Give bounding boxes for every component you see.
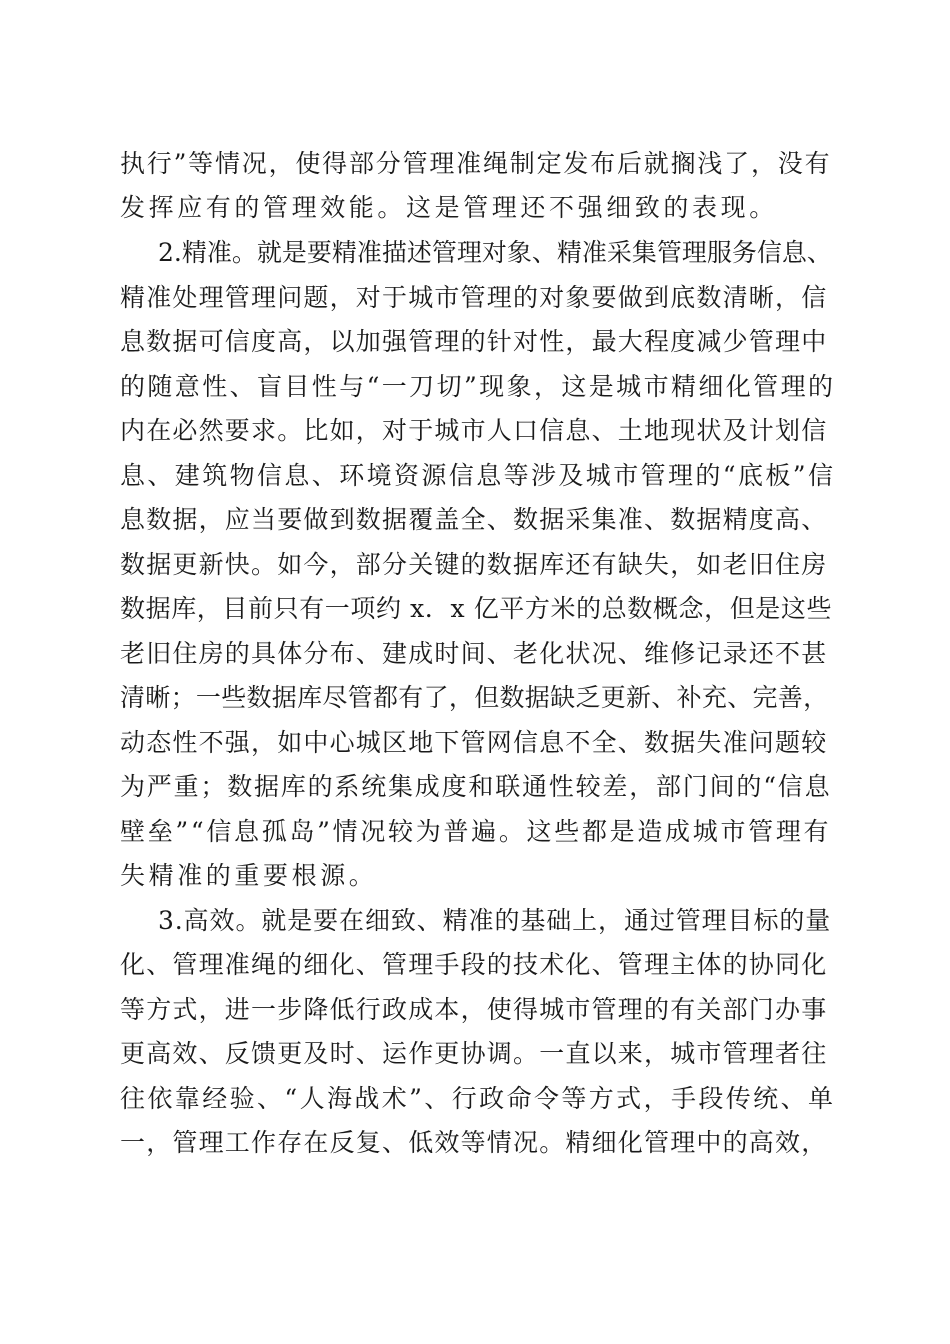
text-line: 清晰；一些数据库尽管都有了，但数据缺乏更新、补充、完善， <box>120 683 829 712</box>
text-line: 化、管理准绳的细化、管理手段的技术化、管理主体的协同化 <box>120 950 828 979</box>
text-line: 息数据，应当要做到数据覆盖全、数据采集准、数据精度高、 <box>120 505 828 534</box>
section-heading-line: 3.高效。就是要在细致、精准的基础上，通过管理目标的量 <box>158 906 832 935</box>
text-line: 数据库，目前只有一项约 x．x 亿平方米的总数概念，但是这些 <box>120 594 833 623</box>
text-line: 往依靠经验、“人海战术”、行政命令等方式，手段传统、单 <box>120 1084 836 1113</box>
text-line: 失精准的重要根源。 <box>120 861 378 890</box>
text-line: 等方式，进一步降低行政成本，使得城市管理的有关部门办事 <box>120 995 828 1024</box>
text-line: 息、建筑物信息、环境资源信息等涉及城市管理的“底板”信 <box>120 461 836 490</box>
text-line: 发挥应有的管理效能。这是管理还不强细致的表现。 <box>120 193 778 222</box>
text-line: 更高效、反馈更及时、运作更协调。一直以来，城市管理者往 <box>120 1039 828 1068</box>
text-line: 壁垒”“信息孤岛”情况较为普遍。这些都是造成城市管理有 <box>120 817 832 846</box>
text-line: 的随意性、盲目性与“一刀切”现象，这是城市精细化管理的 <box>120 372 836 401</box>
text-line: 精准处理管理问题，对于城市管理的对象要做到底数清晰，信 <box>120 283 828 312</box>
text-line: 老旧住房的具体分布、建成时间、老化状况、维修记录还不甚 <box>120 639 828 668</box>
text-line: 为严重；数据库的系统集成度和联通性较差，部门间的“信息 <box>120 772 832 801</box>
text-line: 息数据可信度高，以加强管理的针对性，最大程度减少管理中 <box>120 327 828 356</box>
text-line: 一，管理工作存在反复、低效等情况。精细化管理中的高效， <box>120 1128 828 1157</box>
text-line: 动态性不强，如中心城区地下管网信息不全、数据失准问题较 <box>120 728 828 757</box>
text-line: 数据更新快。如今，部分关键的数据库还有缺失，如老旧住房 <box>120 550 828 579</box>
text-line: 执行”等情况，使得部分管理准绳制定发布后就搁浅了，没有 <box>120 149 832 178</box>
section-heading-line: 2.精准。就是要精准描述管理对象、精准采集管理服务信息、 <box>158 238 832 267</box>
text-line: 内在必然要求。比如，对于城市人口信息、土地现状及计划信 <box>120 416 828 445</box>
